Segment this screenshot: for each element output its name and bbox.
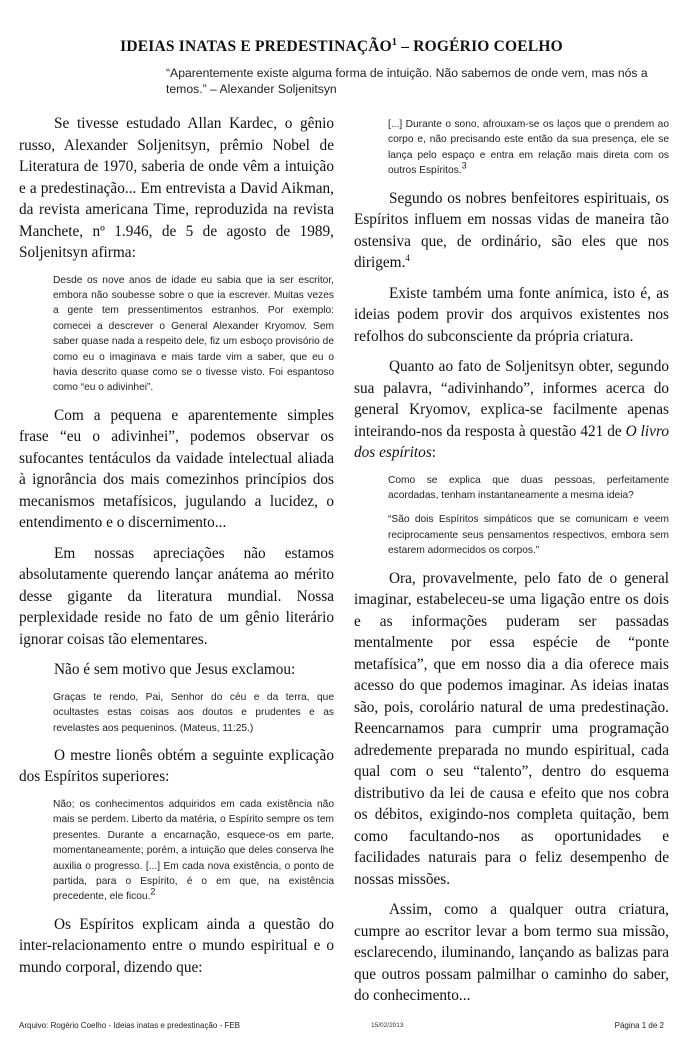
paragraph: [354, 188, 669, 274]
footer-date: 15/02/2013: [371, 1022, 404, 1029]
block-quote: [19, 797, 334, 905]
paragraph: O mestre lionês obtém a seguinte explicação dos Espíritos superiores:: [19, 746, 334, 786]
paragraph-text: Segundo os nobres benfeitores espirituais, os Espíritos influem em nossas vidas de maneira tão ostensiva que, de ordinário, são eles que nos dirigem.: [354, 189, 669, 272]
block-quote: [354, 117, 669, 179]
paragraph: [354, 356, 669, 464]
paragraph: Ora, provavelmente, pelo fato de o general imaginar, estabeleceu-se uma ligação entre os dois e as informações puderam ser passadas mentalmente por essa espécie de “ponte metafísica”, que em nosso dia a dia oferece mais acesso do que podemos imaginar. As ideias inatas são, pois, corolário natural de uma predestinação. Reencarnamos para cumprir uma programação adredemente preparada no mundo espiritual, cada qual com o seu “talento”, dentro do esquema distributivo da lei de causa e efeito que nos cobra os débitos, exigindo-nos completa quitação, bem como facultando-nos as oportunidades e facilidades naturais para o feliz desempenho de nossas missões.: [354, 569, 669, 888]
paragraph: Existe também uma fonte anímica, isto é, as ideias podem provir dos arquivos existentes nos refolhos do subconsciente da própria criatura.: [354, 284, 669, 345]
book-title: O livro dos espíritos: [354, 422, 670, 462]
block-quote: Graças te rendo, Pai, Senhor do céu e da terra, que ocultastes estas coisas aos doutos e prudentes e as revelastes aos pequeninos. (Mateus, 11:25.): [53, 691, 334, 734]
paragraph: Assim, como a qualquer outra criatura, cumpre ao escritor levar a bom termo sua missão, esclarecendo, iluminando, lançando as balizas para que outros possam palmilhar o caminho do saber, do conhecimento...: [354, 901, 669, 1005]
block-quote: Desde os nove anos de idade eu sabia que ia ser escritor, embora não soubesse sobre o que ia escrever. Muitas vezes a gente tem pressentimentos estranhos. Por exemplo: comecei a descrever o General Alexander Kryomov. Sem saber quase nada a respeito dele, fiz um esboço provisório de como eu o imaginava e mais tarde vim a saber, que eu o havia descrito quase como se o tivesse visto. Foi espantoso como “eu o adivinhei”.: [53, 274, 334, 394]
footer-page-number: Página 1 de 2: [614, 1021, 664, 1030]
paragraph: Não é sem motivo que Jesus exclamou:: [54, 661, 296, 679]
right-column: [354, 117, 669, 1016]
footnote-ref-4: 4: [405, 253, 410, 264]
document-title: [0, 38, 683, 56]
paragraph: Se tivesse estudado Allan Kardec, o gênio russo, Alexander Soljenitsyn, prêmio Nobel de Literatura de 1970, saberia de onde vêm a intuição e a predestinação... Em entrevista a David Aikman, da revista americana Time, reproduzida na revista Manchete, nº 1.946, de 5 de agosto de 1989, Soljenitsyn afirma:: [19, 115, 334, 261]
block-quote: Como se explica que duas pessoas, perfeitamente acordadas, tenham instantaneamente a mesma ideia?: [388, 474, 669, 502]
quote-text: [...] Durante o sono, afrouxam-se os laços que o prendem ao corpo e, não precisando este então da sua presença, ele se lança pelo espaço e entra em relação mais direta com os outros Espíritos.: [388, 119, 669, 177]
quote-text: Não; os conhecimentos adquiridos em cada existência não mais se perdem. Liberto da matéria, o Espírito sempre os tem presentes. Durante a encarnação, esquece-os em parte, momentaneamente; porém, a intuição que deles conserva lhe auxilia o progresso. [...] Em cada nova existência, o ponto de partida, para o Espírito, é o em que, na existência precedente, ele ficou.: [53, 798, 334, 903]
paragraph: Os Espíritos explicam ainda a questão do inter-relacionamento entre o mundo espiritual e o mundo corporal, dizendo que:: [19, 915, 334, 976]
footnote-ref-3: 3: [461, 160, 467, 171]
paragraph: Em nossas apreciações não estamos absolutamente querendo lançar anátema ao mérito desse gigante da literatura mundial. Nossa perplexidade reside no fato de um gênio literário ignorar coisas tão elementares.: [19, 544, 334, 648]
epigraph: “Aparentemente existe alguma forma de intuição. Não sabemos de onde vem, mas nós a temos.” – Alexander Soljenitsyn: [166, 66, 648, 96]
footnote-ref-1: 1: [391, 36, 398, 48]
footnote-ref-2: 2: [150, 887, 156, 898]
paragraph-text: Quanto ao fato de Soljenitsyn obter, segundo sua palavra, “adivinhando”, informes acerca do general Kryomov, explica-se facilmente apenas inteirando-nos da resposta à questão 421 de: [354, 358, 669, 440]
left-column: [19, 113, 334, 987]
paragraph: Com a pequena e aparentemente simples frase “eu o adivinhei”, podemos observar os sufocantes tentáculos da vaidade intelectual aliada à ignorância dos mais comezinhos princípios dos mecanismos metafísicos, jugulando a lucidez, o entendimento e o discernimento...: [19, 406, 334, 532]
title-text: IDEIAS INATAS E PREDESTINAÇÃO: [120, 38, 392, 55]
footer-file-label: Arquivo: Rogério Coelho - Ideias inatas e predestinação - FEB: [19, 1021, 241, 1030]
title-author: – ROGÉRIO COELHO: [397, 38, 563, 55]
paragraph-end: :: [431, 444, 437, 462]
block-quote: “São dois Espíritos simpáticos que se comunicam e veem reciprocamente seus pensamentos respectivos, embora sem estarem adormecidos os corpos.”: [388, 514, 669, 557]
